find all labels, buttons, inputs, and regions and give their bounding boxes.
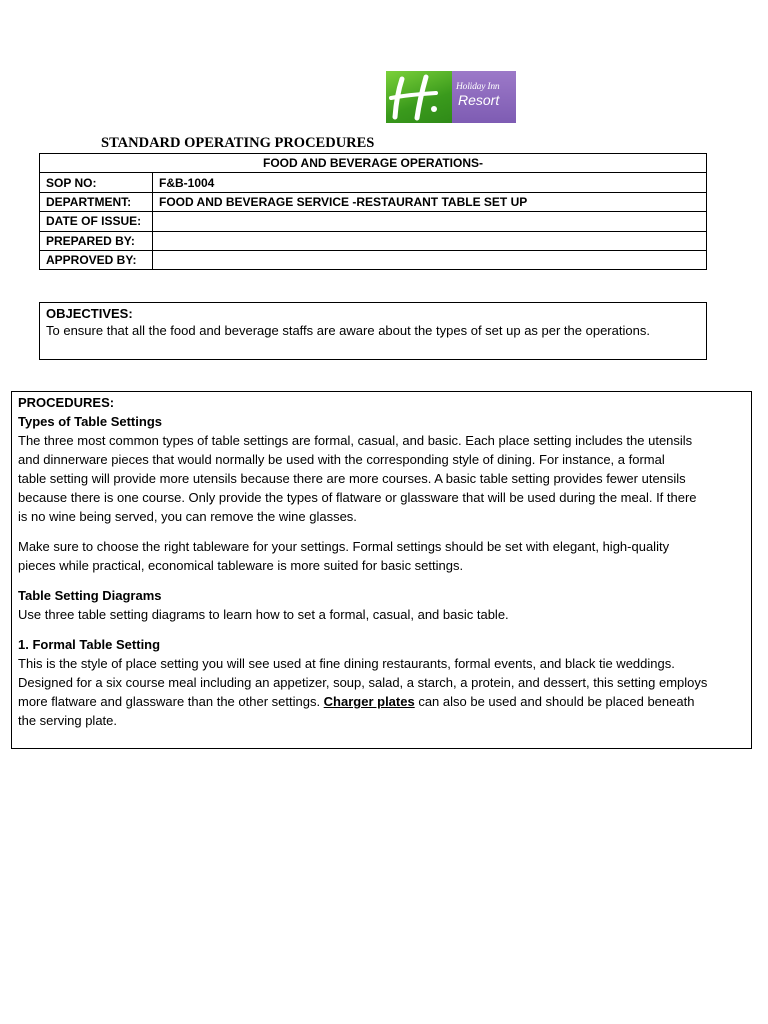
holiday-inn-resort-logo [386, 71, 516, 123]
types-of-table-settings-heading: Types of Table Settings [18, 414, 162, 429]
formal-line: This is the style of place setting you will see used at fine dining restaurants, formal events, and black tie weddings. [18, 656, 675, 671]
h-letter-icon [386, 71, 452, 123]
procedures-box [11, 391, 752, 749]
types-line: The three most common types of table settings are formal, casual, and basic. Each place setting includes the utensils [18, 433, 693, 448]
department-value: FOOD AND BEVERAGE SERVICE -RESTAURANT TABLE SET UP [153, 192, 707, 211]
logo-brand-line2: Resort [458, 92, 500, 108]
types-line: because there is one course. Only provide the types of flatware or glassware that will be used during the meal. If there [18, 490, 697, 505]
prepared-by-value [153, 231, 707, 250]
formal-line3-end: can also be used and should be placed beneath [414, 694, 695, 709]
date-of-issue-label: DATE OF ISSUE: [40, 212, 153, 231]
sop-no-value: F&B-1004 [153, 173, 707, 192]
formal-line [18, 692, 745, 711]
tableware-line: Make sure to choose the right tableware for your settings. Formal settings should be set with elegant, high-quality [18, 539, 670, 554]
holiday-inn-wordmark [452, 71, 516, 123]
table-row [40, 212, 707, 231]
types-line: is no wine being served, you can remove the wine glasses. [18, 509, 357, 524]
table-setting-diagrams-heading: Table Setting Diagrams [18, 588, 162, 603]
procedures-heading: PROCEDURES: [18, 395, 115, 410]
sop-no-label: SOP NO: [40, 173, 153, 192]
sop-info-table [39, 153, 707, 270]
formal-line3-start: more flatware and glassware than the other settings. [18, 694, 324, 709]
objectives-text: To ensure that all the food and beverage staffs are aware about the types of set up as per the operations. [46, 323, 650, 338]
types-line: and dinnerware pieces that would normally be used with the corresponding style of dining. For instance, a formal [18, 452, 665, 467]
diagrams-text: Use three table setting diagrams to learn how to set a formal, casual, and basic table. [18, 607, 509, 622]
table-row [40, 192, 707, 211]
approved-by-value [153, 250, 707, 269]
date-of-issue-value [153, 212, 707, 231]
department-label: DEPARTMENT: [40, 192, 153, 211]
tableware-line: pieces while practical, economical tableware is more suited for basic settings. [18, 558, 464, 573]
table-row [40, 250, 707, 269]
document-title: STANDARD OPERATING PROCEDURES [101, 135, 375, 151]
formal-line: the serving plate. [18, 713, 118, 728]
table-row [40, 231, 707, 250]
objectives-heading: OBJECTIVES: [46, 306, 133, 321]
info-table-header-row [40, 154, 707, 173]
approved-by-label: APPROVED BY: [40, 250, 153, 269]
objectives-box [39, 302, 707, 360]
holiday-inn-h-emblem [386, 71, 452, 123]
info-table-header: FOOD AND BEVERAGE OPERATIONS- [40, 154, 707, 173]
prepared-by-label: PREPARED BY: [40, 231, 153, 250]
formal-table-setting-heading: 1. Formal Table Setting [18, 637, 161, 652]
table-row [40, 173, 707, 192]
types-line: table setting will provide more utensils because there are more courses. A basic table setting provides fewer utensils [18, 471, 686, 486]
charger-plates-link[interactable]: Charger plates [323, 694, 415, 709]
logo-brand-line1: Holiday Inn [456, 82, 500, 92]
formal-line: Designed for a six course meal including an appetizer, soup, salad, a starch, a protein, and dessert, this setting employs [18, 675, 708, 690]
